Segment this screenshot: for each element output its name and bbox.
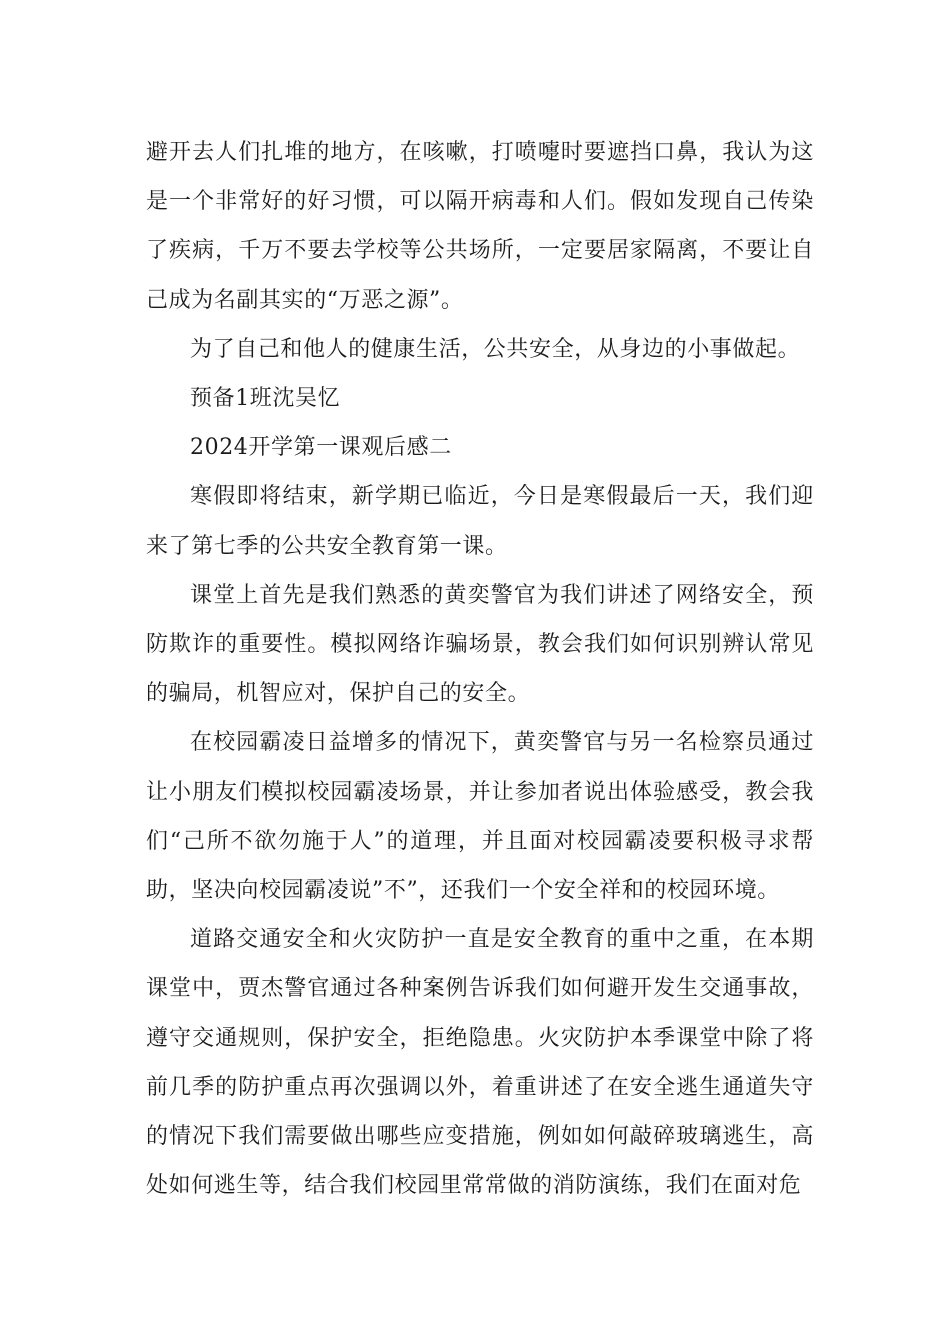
document-body bbox=[146, 128, 814, 1210]
paragraph-intro: 寒假即将结束，新学期已临近，今日是寒假最后一天，我们迎来了第七季的公共安全教育第一课。 bbox=[146, 484, 814, 559]
paragraph-school-bullying: 在校园霸凌日益增多的情况下，黄奕警官与另一名检察员通过让小朋友们模拟校园霸凌场景，并让参加者说出体验感受，教会我们“己所不欲勿施于人”的道理，并且面对校园霸凌要积极寻求帮助，坚决向校园霸凌说”不”，还我们一个安全祥和的校园环境。 bbox=[146, 730, 814, 904]
paragraph-traffic-fire-safety: 道路交通安全和火灾防护一直是安全教育的重中之重，在本期课堂中，贾杰警官通过各种案例告诉我们如何避开发生交通事故，遵守交通规则，保护安全，拒绝隐患。火灾防护本季课堂中除了将前几季的防护重点再次强调以外，着重讲述了在安全逃生通道失守的情况下我们需要做出哪些应变措施，例如如何敲碎玻璃逃生，高处如何逃生等，结合我们校园里常常做的消防演练，我们在面对危 bbox=[146, 927, 814, 1199]
author-signature: 预备1班沈吴忆 bbox=[190, 386, 341, 412]
section-title: 2024开学第一课观后感二 bbox=[190, 435, 452, 461]
paragraph-continuation: 避开去人们扎堆的地方，在咳嗽，打喷嚏时要遮挡口鼻，我认为这是一个非常好的好习惯，可以隔开病毒和人们。假如发现自己传染了疾病，千万不要去学校等公共场所，一定要居家隔离，不要让自己成为名副其实的“万恶之源”。 bbox=[146, 140, 814, 313]
paragraph-conclusion: 为了自己和他人的健康生活，公共安全，从身边的小事做起。 bbox=[190, 336, 801, 362]
paragraph-network-safety: 课堂上首先是我们熟悉的黄奕警官为我们讲述了网络安全，预防欺诈的重要性。模拟网络诈骗场景，教会我们如何识别辨认常见的骗局，机智应对，保护自己的安全。 bbox=[146, 582, 814, 707]
